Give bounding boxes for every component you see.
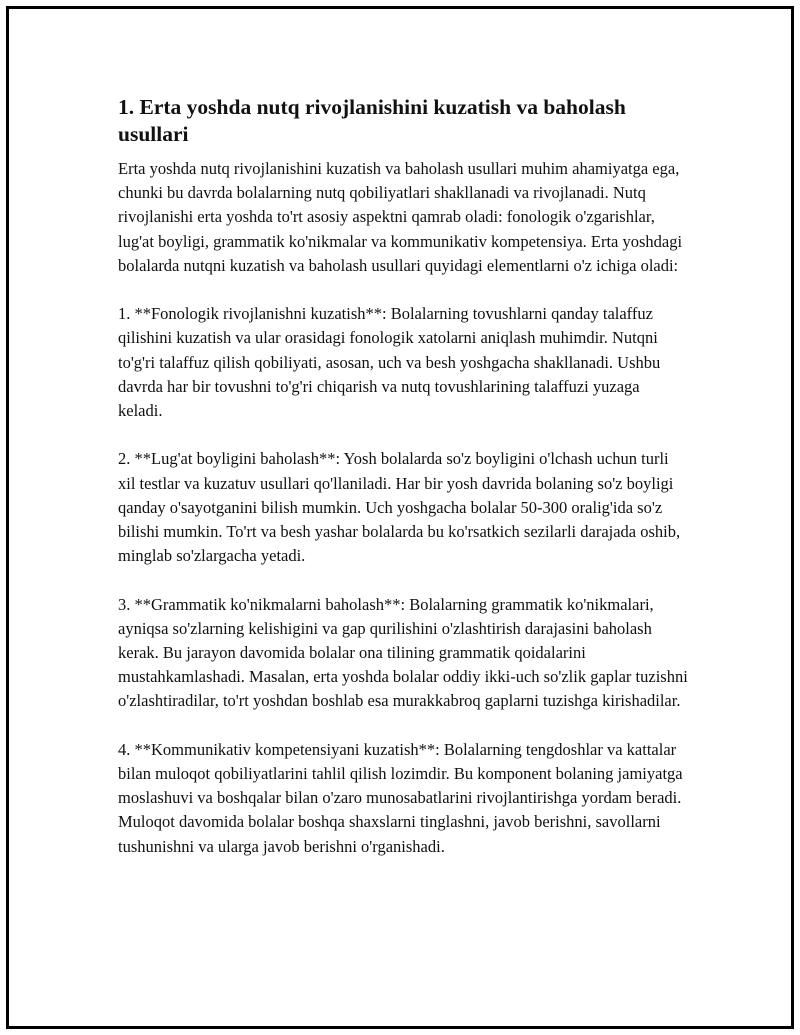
document-body — [118, 94, 688, 859]
grammar-paragraph: 3. **Grammatik ko'nikmalarni baholash**: Bolalarning grammatik ko'nikmalari, ayniqsa so'zlarning kelishigini va gap qurilishini o'zlashtirish darajasini baholash kerak. Bu jarayon davomida bolalar ona tilining grammatik qoidalarini mustahkamlashadi. Masalan, erta yoshda bolalar oddiy ikki-uch so'zlik gaplar tuzishni o'zlashtiradilar, to'rt yoshdan boshlab esa murakkabroq gaplarni tuzishga kirishadilar. — [118, 594, 688, 711]
communication-paragraph: 4. **Kommunikativ kompetensiyani kuzatish**: Bolalarning tengdoshlar va kattalar bilan muloqot qobiliyatlarini tahlil qilish lozimdir. Bu komponent bolaning jamiyatga moslashuvi va boshqalar bilan o'zaro munosabatlarini rivojlantirishga yordam beradi. Muloqot davomida bolalar boshqa shaxslarni tinglashni, javob berishni, savollarni tushunishni va ularga javob berishni o'rganishadi. — [118, 739, 683, 856]
intro-paragraph: Erta yoshda nutq rivojlanishini kuzatish va baholash usullari muhim ahamiyatga ega, chunki bu davrda bolalarning nutq qobiliyatlari shakllanadi va rivojlanadi. Nutq rivojlanishi erta yoshda to'rt asosiy aspektni qamrab oladi: fonologik o'zgarishlar, lug'at boyligi, grammatik ko'nikmalar va kommunikativ kompetensiya. Erta yoshdagi bolalarda nutqni kuzatish va baholash usullari quyidagi elementlarni o'z ichiga oladi: — [118, 159, 683, 275]
section-title: 1. Erta yoshda nutq rivojlanishini kuzatish va baholash usullari — [118, 95, 626, 146]
phonological-paragraph: 1. **Fonologik rivojlanishni kuzatish**: Bolalarning tovushlarni qanday talaffuz qilishini kuzatish va ular orasidagi fonologik xatolarni aniqlash muhimdir. Nutqni to'g'ri talaffuz qilish qobiliyati, asosan, uch va besh yoshgacha shakllanadi. Ushbu davrda har bir tovushni to'g'ri chiqarish va nutq tovushlarining talaffuzi yuzaga keladi. — [118, 304, 661, 421]
vocabulary-paragraph: 2. **Lug'at boyligini baholash**: Yosh bolalarda so'z boyligini o'lchash uchun turli xil testlar va kuzatuv usullari qo'llaniladi. Har bir yosh davrida bolaning so'z boyligi qanday o'sayotganini bilish mumkin. Uch yoshgacha bolalar 50-300 oralig'ida so'z bilishi mumkin. To'rt va besh yashar bolalarda bu ko'rsatkich sezilarli darajada oshib, minglab so'zlargacha yetadi. — [118, 449, 681, 566]
